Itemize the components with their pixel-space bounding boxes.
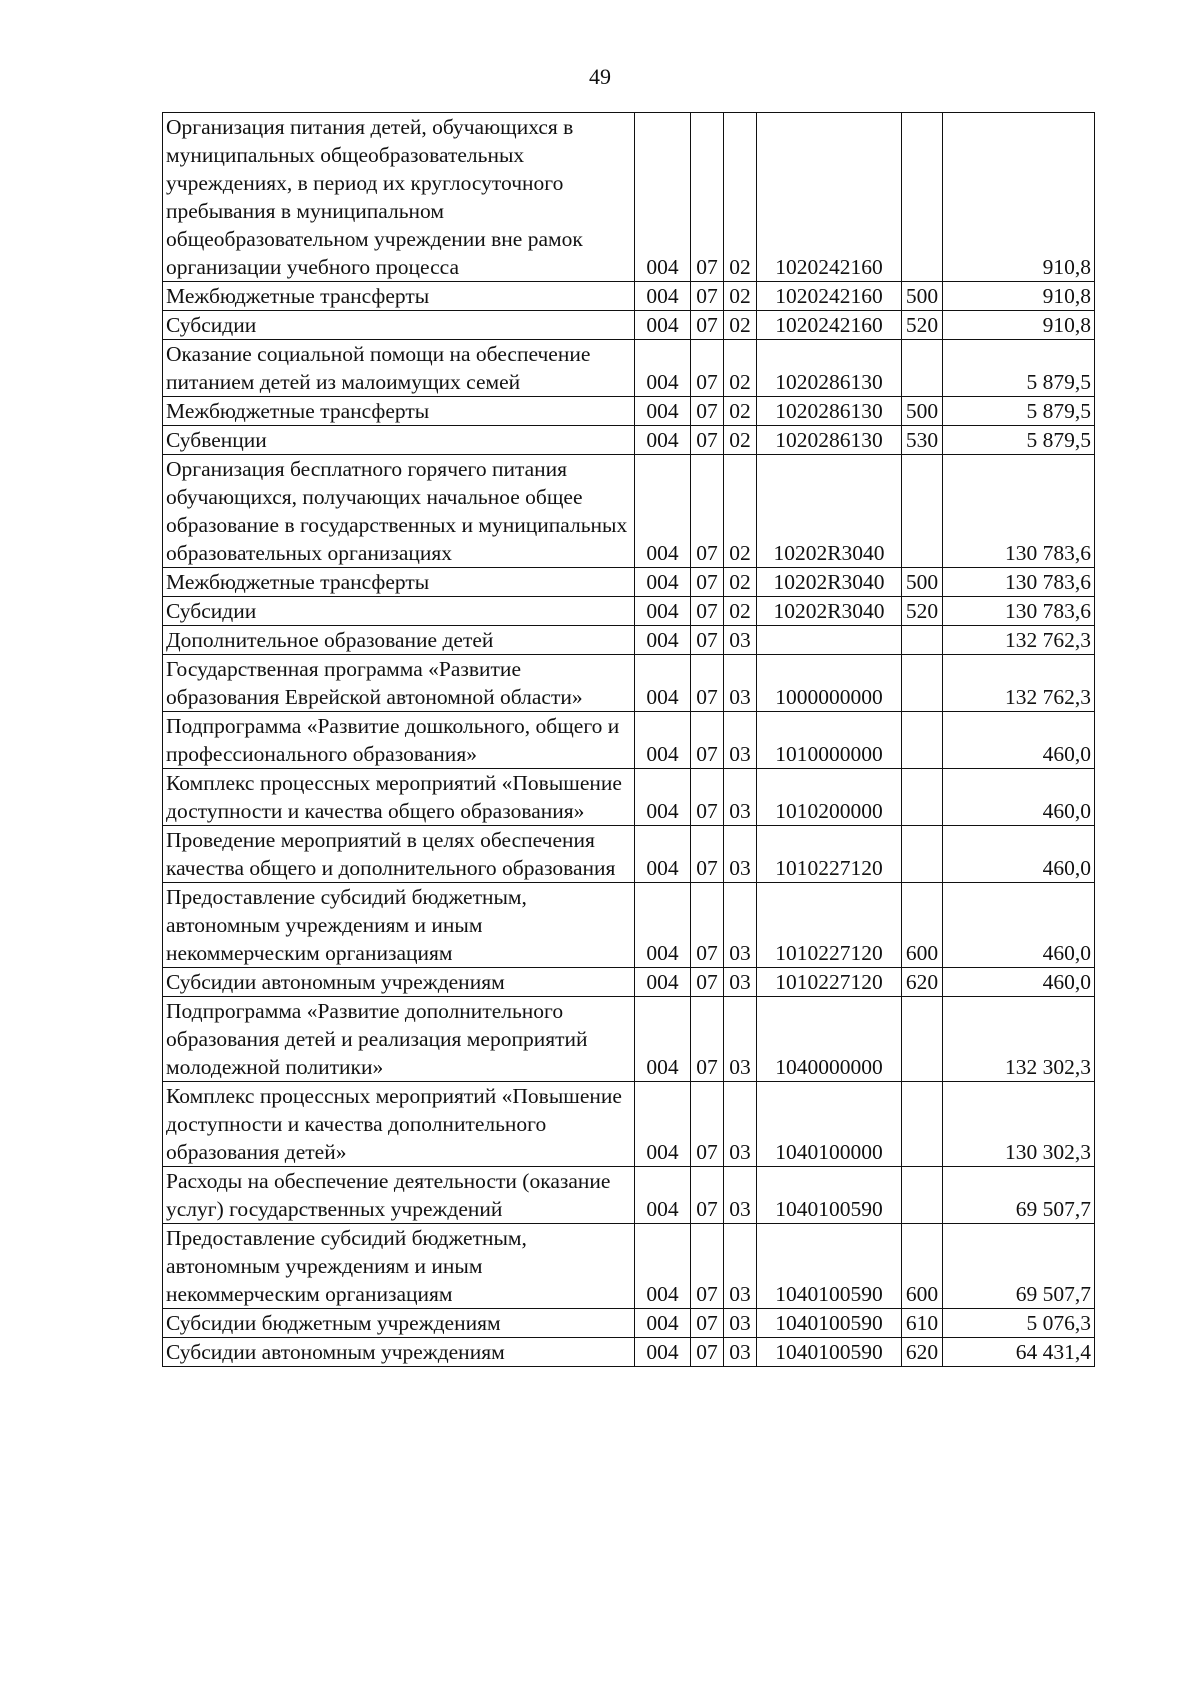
row-target-code: 1010227120 [757,883,902,968]
row-amount: 64 431,4 [943,1338,1095,1367]
row-subsection: 03 [724,968,757,997]
table-row [163,712,1095,769]
row-amount: 910,8 [943,113,1095,282]
row-expense-type: 500 [902,568,943,597]
row-target-code: 1020242160 [757,113,902,282]
row-admin-code: 004 [635,113,691,282]
row-admin-code: 004 [635,455,691,568]
row-section: 07 [691,1167,724,1224]
row-name: Государственная программа «Развитие образования Еврейской автономной области» [163,655,635,712]
row-subsection: 02 [724,426,757,455]
table-row [163,597,1095,626]
row-name: Межбюджетные трансферты [163,282,635,311]
row-subsection: 03 [724,626,757,655]
row-amount: 460,0 [943,826,1095,883]
budget-table-body [163,113,1095,1367]
row-name: Межбюджетные трансферты [163,397,635,426]
row-admin-code: 004 [635,883,691,968]
row-subsection: 02 [724,282,757,311]
row-subsection: 03 [724,1167,757,1224]
row-section: 07 [691,997,724,1082]
row-section: 07 [691,1082,724,1167]
row-section: 07 [691,1338,724,1367]
row-section: 07 [691,769,724,826]
row-expense-type [902,769,943,826]
row-admin-code: 004 [635,426,691,455]
row-subsection: 02 [724,397,757,426]
row-target-code: 10202R3040 [757,597,902,626]
table-row [163,655,1095,712]
row-target-code: 1020286130 [757,340,902,397]
table-row [163,968,1095,997]
row-amount: 130 783,6 [943,568,1095,597]
row-admin-code: 004 [635,1338,691,1367]
row-subsection: 02 [724,311,757,340]
row-name: Предоставление субсидий бюджетным, автономным учреждениям и иным некоммерческим организациям [163,1224,635,1309]
row-expense-type [902,340,943,397]
row-target-code: 10202R3040 [757,455,902,568]
row-section: 07 [691,568,724,597]
row-amount: 460,0 [943,968,1095,997]
row-target-code: 1000000000 [757,655,902,712]
row-amount: 910,8 [943,282,1095,311]
row-name: Межбюджетные трансферты [163,568,635,597]
table-row [163,282,1095,311]
table-row [163,1309,1095,1338]
row-expense-type [902,113,943,282]
row-admin-code: 004 [635,1082,691,1167]
row-target-code: 1010227120 [757,826,902,883]
row-name: Субвенции [163,426,635,455]
row-section: 07 [691,1309,724,1338]
table-row [163,568,1095,597]
row-subsection: 02 [724,597,757,626]
row-admin-code: 004 [635,397,691,426]
row-amount: 69 507,7 [943,1224,1095,1309]
row-amount: 130 302,3 [943,1082,1095,1167]
row-subsection: 03 [724,1309,757,1338]
row-amount: 130 783,6 [943,597,1095,626]
row-expense-type: 500 [902,397,943,426]
row-name: Субсидии автономным учреждениям [163,968,635,997]
row-expense-type [902,997,943,1082]
row-amount: 5 879,5 [943,340,1095,397]
row-subsection: 03 [724,712,757,769]
row-admin-code: 004 [635,340,691,397]
row-target-code: 1020286130 [757,426,902,455]
row-name: Дополнительное образование детей [163,626,635,655]
row-expense-type [902,1167,943,1224]
row-expense-type [902,626,943,655]
row-admin-code: 004 [635,597,691,626]
row-amount: 132 302,3 [943,997,1095,1082]
row-section: 07 [691,826,724,883]
row-subsection: 02 [724,455,757,568]
row-admin-code: 004 [635,1224,691,1309]
row-section: 07 [691,282,724,311]
row-section: 07 [691,626,724,655]
row-section: 07 [691,1224,724,1309]
row-name: Субсидии [163,597,635,626]
row-name: Расходы на обеспечение деятельности (оказание услуг) государственных учреждений [163,1167,635,1224]
row-admin-code: 004 [635,826,691,883]
row-section: 07 [691,712,724,769]
table-row [163,340,1095,397]
row-name: Комплекс процессных мероприятий «Повышение доступности и качества общего образования» [163,769,635,826]
table-row [163,426,1095,455]
table-row [163,769,1095,826]
row-subsection: 03 [724,883,757,968]
row-name: Организация бесплатного горячего питания обучающихся, получающих начальное общее образование в государственных и муниципальных образовательных организациях [163,455,635,568]
table-row [163,1338,1095,1367]
row-amount: 5 879,5 [943,426,1095,455]
row-expense-type: 620 [902,968,943,997]
row-target-code: 1040100590 [757,1338,902,1367]
row-section: 07 [691,397,724,426]
row-expense-type [902,826,943,883]
row-admin-code: 004 [635,568,691,597]
row-name: Комплекс процессных мероприятий «Повышение доступности и качества дополнительного образования детей» [163,1082,635,1167]
row-subsection: 03 [724,655,757,712]
row-subsection: 03 [724,769,757,826]
table-row [163,113,1095,282]
row-section: 07 [691,597,724,626]
row-admin-code: 004 [635,968,691,997]
row-subsection: 02 [724,568,757,597]
row-section: 07 [691,455,724,568]
row-expense-type: 520 [902,597,943,626]
row-name: Проведение мероприятий в целях обеспечения качества общего и дополнительного образования [163,826,635,883]
row-target-code: 10202R3040 [757,568,902,597]
row-name: Оказание социальной помощи на обеспечение питанием детей из малоимущих семей [163,340,635,397]
row-amount: 5 879,5 [943,397,1095,426]
table-row [163,626,1095,655]
row-target-code: 1020242160 [757,311,902,340]
page-number: 49 [589,64,611,89]
row-admin-code: 004 [635,712,691,769]
row-amount: 5 076,3 [943,1309,1095,1338]
row-section: 07 [691,426,724,455]
row-expense-type [902,712,943,769]
row-expense-type: 600 [902,1224,943,1309]
row-expense-type [902,655,943,712]
row-name: Субсидии бюджетным учреждениям [163,1309,635,1338]
row-section: 07 [691,311,724,340]
row-admin-code: 004 [635,769,691,826]
row-admin-code: 004 [635,311,691,340]
table-row [163,397,1095,426]
row-subsection: 03 [724,1224,757,1309]
row-subsection: 03 [724,1082,757,1167]
table-row [163,1224,1095,1309]
row-amount: 69 507,7 [943,1167,1095,1224]
row-expense-type: 610 [902,1309,943,1338]
row-amount: 460,0 [943,769,1095,826]
row-admin-code: 004 [635,1167,691,1224]
row-expense-type: 600 [902,883,943,968]
row-expense-type [902,455,943,568]
row-admin-code: 004 [635,626,691,655]
row-expense-type: 530 [902,426,943,455]
budget-table [162,112,1095,1367]
row-amount: 460,0 [943,883,1095,968]
row-admin-code: 004 [635,282,691,311]
row-name: Подпрограмма «Развитие дошкольного, общего и профессионального образования» [163,712,635,769]
row-amount: 132 762,3 [943,655,1095,712]
table-row [163,1167,1095,1224]
row-name: Субсидии [163,311,635,340]
row-amount: 132 762,3 [943,626,1095,655]
row-section: 07 [691,655,724,712]
row-target-code: 1020242160 [757,282,902,311]
row-section: 07 [691,968,724,997]
row-amount: 460,0 [943,712,1095,769]
row-subsection: 03 [724,1338,757,1367]
row-section: 07 [691,883,724,968]
row-target-code: 1010227120 [757,968,902,997]
table-row [163,826,1095,883]
row-section: 07 [691,113,724,282]
table-row [163,997,1095,1082]
table-row [163,311,1095,340]
row-name: Подпрограмма «Развитие дополнительного образования детей и реализация мероприятий молодежной политики» [163,997,635,1082]
row-name: Субсидии автономным учреждениям [163,1338,635,1367]
row-admin-code: 004 [635,1309,691,1338]
row-subsection: 02 [724,340,757,397]
row-name: Организация питания детей, обучающихся в муниципальных общеобразовательных учреждениях, в период их круглосуточного пребывания в муниципальном общеобразовательном учреждении вне рамок организации учебного процесса [163,113,635,282]
row-target-code: 1040100590 [757,1224,902,1309]
row-target-code [757,626,902,655]
row-admin-code: 004 [635,655,691,712]
table-row [163,455,1095,568]
row-target-code: 1040100590 [757,1167,902,1224]
row-expense-type: 620 [902,1338,943,1367]
row-target-code: 1010000000 [757,712,902,769]
table-row [163,883,1095,968]
row-subsection: 03 [724,997,757,1082]
row-target-code: 1040100590 [757,1309,902,1338]
row-amount: 910,8 [943,311,1095,340]
row-name: Предоставление субсидий бюджетным, автономным учреждениям и иным некоммерческим организациям [163,883,635,968]
row-expense-type: 500 [902,282,943,311]
row-target-code: 1010200000 [757,769,902,826]
row-subsection: 02 [724,113,757,282]
row-expense-type [902,1082,943,1167]
row-target-code: 1040000000 [757,997,902,1082]
row-admin-code: 004 [635,997,691,1082]
row-target-code: 1040100000 [757,1082,902,1167]
table-row [163,1082,1095,1167]
row-amount: 130 783,6 [943,455,1095,568]
row-target-code: 1020286130 [757,397,902,426]
row-expense-type: 520 [902,311,943,340]
row-subsection: 03 [724,826,757,883]
row-section: 07 [691,340,724,397]
